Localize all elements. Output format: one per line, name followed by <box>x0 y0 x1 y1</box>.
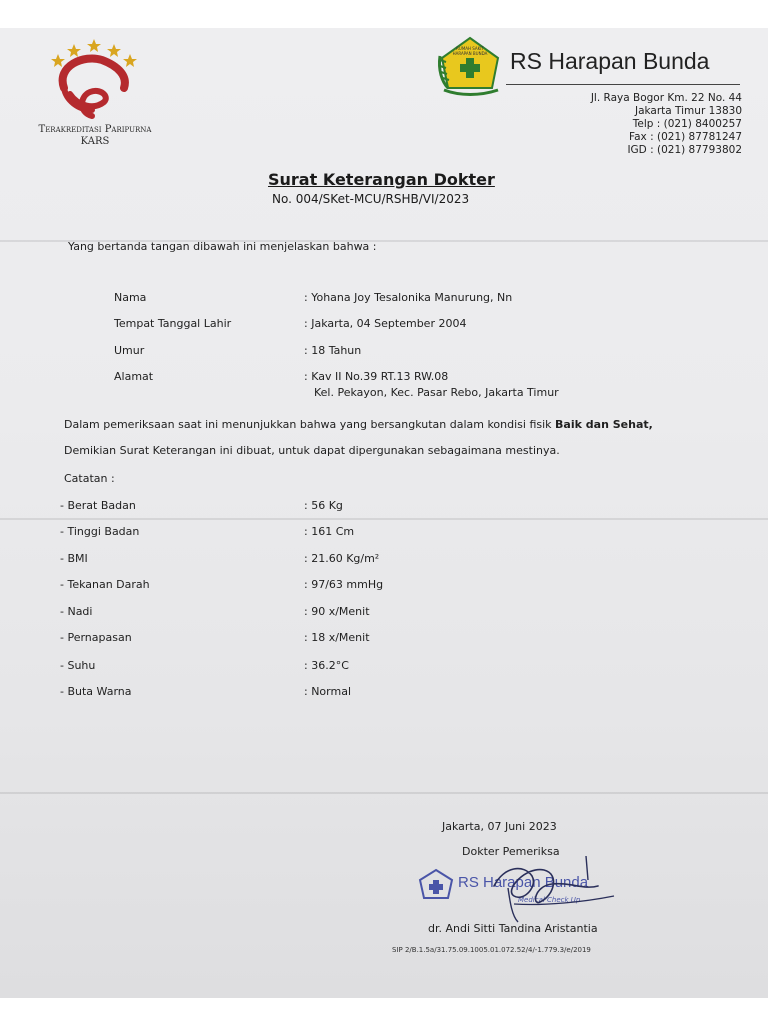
statement-prefix: Dalam pemeriksaan saat ini menunjukkan bahwa yang bersangkutan dalam kondisi fisik <box>64 418 556 431</box>
intro-text: Yang bertanda tangan dibawah ini menjelaskan bahwa : <box>68 240 377 253</box>
statement-bold: Baik dan Sehat, <box>555 418 653 431</box>
accreditation-text <box>10 124 180 148</box>
note-label: - Nadi <box>60 605 93 618</box>
document-title: Surat Keterangan Dokter <box>268 170 495 189</box>
note-label: - Suhu <box>60 659 96 672</box>
note-label: - Pernapasan <box>60 631 132 644</box>
identity-label: Nama <box>114 291 147 304</box>
note-value: : 97/63 mmHg <box>304 578 384 591</box>
logo-text-top: RUMAH SAKIT <box>456 46 484 51</box>
identity-value: : Jakarta, 04 September 2004 <box>304 317 467 330</box>
note-label: - Buta Warna <box>60 685 132 698</box>
photo-background-bottom <box>0 998 768 1024</box>
address-line1: Jl. Raya Bogor Km. 22 No. 44 <box>590 92 742 104</box>
note-label: - Tinggi Badan <box>60 525 140 538</box>
hospital-name: RS Harapan Bunda <box>510 48 710 74</box>
note-value: : 18 x/Menit <box>304 631 370 644</box>
address-line2: Jakarta Timur 13830 <box>634 105 742 117</box>
note-value: : 56 Kg <box>304 499 343 512</box>
note-value: : 90 x/Menit <box>304 605 370 618</box>
photo-background-top <box>0 0 768 28</box>
doctor-name: dr. Andi Sitti Tandina Aristantia <box>428 922 598 935</box>
identity-value: : 18 Tahun <box>304 344 362 357</box>
identity-value: : Kav II No.39 RT.13 RW.08 <box>304 370 449 383</box>
note-value: : 21.60 Kg/m² <box>304 552 380 565</box>
statement-text <box>64 418 653 431</box>
closing-text: Demikian Surat Keterangan ini dibuat, untuk dapat dipergunakan sebagaimana mestinya. <box>64 444 560 457</box>
paper-fold <box>0 518 768 520</box>
igd: IGD : (021) 87793802 <box>627 144 742 156</box>
stamp-name: RS Harapan Bunda <box>458 874 589 891</box>
note-value: : 161 Cm <box>304 525 355 538</box>
identity-label: Alamat <box>114 370 154 383</box>
identity-value-line2: Kel. Pekayon, Kec. Pasar Rebo, Jakarta Timur <box>314 386 559 399</box>
handwritten-signature <box>474 846 624 926</box>
document-number: No. 004/SKet-MCU/RSHB/VI/2023 <box>272 192 470 206</box>
note-value: : 36.2°C <box>304 659 349 672</box>
note-label: - BMI <box>60 552 88 565</box>
stamp-subtitle: Medical Check Up <box>518 896 581 904</box>
fax: Fax : (021) 87781247 <box>629 131 742 143</box>
sip-number: SIP 2/B.1.5a/31.75.09.1005.01.072.52/4/-1.779.3/e/2019 <box>392 946 591 954</box>
accreditation-line2: KARS <box>80 136 110 147</box>
hospital-logo <box>436 36 504 96</box>
kars-logo <box>44 36 140 122</box>
examiner-role: Dokter Pemeriksa <box>462 845 560 858</box>
note-label: - Berat Badan <box>60 499 136 512</box>
header-rule <box>506 84 740 85</box>
note-label: - Tekanan Darah <box>60 578 150 591</box>
paper-fold <box>0 792 768 794</box>
identity-label: Tempat Tanggal Lahir <box>114 317 232 330</box>
telp: Telp : (021) 8400257 <box>632 118 742 130</box>
note-value: : Normal <box>304 685 352 698</box>
stamp-logo <box>416 868 456 902</box>
place-date: Jakarta, 07 Juni 2023 <box>442 820 557 833</box>
identity-label: Umur <box>114 344 145 357</box>
notes-heading: Catatan : <box>64 472 115 485</box>
logo-text-bottom: HARAPAN BUNDA <box>452 51 488 56</box>
accreditation-line1: Terakreditasi Paripurna <box>38 124 152 135</box>
identity-value: : Yohana Joy Tesalonika Manurung, Nn <box>304 291 513 304</box>
